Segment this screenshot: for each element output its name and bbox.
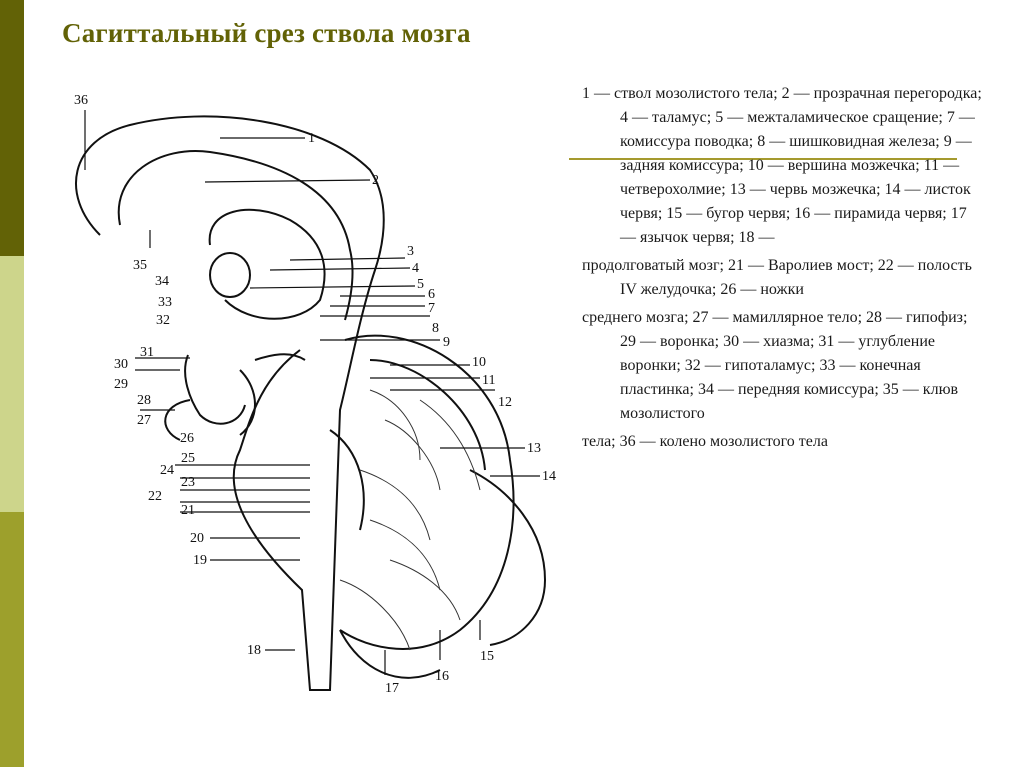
label-13: 13 <box>527 441 541 456</box>
label-19: 19 <box>193 553 207 568</box>
caption-paragraph: продолговатый мозг; 21 — Варолиев мост; 22 — полость IV желудочка; 26 — ножки <box>582 257 972 298</box>
label-12: 12 <box>498 395 512 410</box>
cerebellum-texture <box>340 390 480 650</box>
label-14: 14 <box>542 469 556 484</box>
label-29: 29 <box>114 377 128 392</box>
label-8: 8 <box>432 321 439 336</box>
label-7: 7 <box>428 301 435 316</box>
label-22: 22 <box>148 489 162 504</box>
label-20: 20 <box>190 531 204 546</box>
label-36: 36 <box>74 93 88 108</box>
label-23: 23 <box>181 475 195 490</box>
slide-title: Сагиттальный срез ствола мозга <box>62 18 471 48</box>
label-9: 9 <box>443 335 450 350</box>
label-28: 28 <box>137 393 151 408</box>
brainstem-sagittal-figure <box>40 70 570 760</box>
label-15: 15 <box>480 649 494 664</box>
label-30: 30 <box>114 357 128 372</box>
caption-paragraph: тела; 36 — колено мозолистого тела <box>582 433 828 450</box>
label-31: 31 <box>140 345 154 360</box>
label-27: 27 <box>137 413 151 428</box>
label-25: 25 <box>181 451 195 466</box>
label-18: 18 <box>247 643 261 658</box>
side-bar-mid <box>0 512 24 767</box>
label-leader-lines <box>85 110 540 675</box>
label-5: 5 <box>417 277 424 292</box>
figure-caption <box>582 82 982 458</box>
label-1: 1 <box>308 131 315 146</box>
label-11: 11 <box>482 373 496 388</box>
label-2: 2 <box>372 173 379 188</box>
label-3: 3 <box>407 244 414 259</box>
label-17: 17 <box>385 681 399 696</box>
side-bar-dark <box>0 0 24 256</box>
label-34: 34 <box>155 274 169 289</box>
caption-paragraph: среднего мозга; 27 — мамиллярное тело; 28 — гипофиз; 29 — воронка; 30 — хиазма; 31 — углубление воронки; 32 — гипоталамус; 33 — конечная пластинка; 34 — передняя комиссура; 35 — клюв мозолистого <box>582 309 968 422</box>
label-4: 4 <box>412 261 419 276</box>
label-32: 32 <box>156 313 170 328</box>
label-35: 35 <box>133 258 147 273</box>
side-bar-light <box>0 256 24 512</box>
caption-paragraph: 1 — ствол мозолистого тела; 2 — прозрачная перегородка; 4 — таламус; 5 — межталамическое сращение; 7 — комиссура поводка; 8 — шишковидная железа; 9 — задняя комиссура; 10 — вершина мозжечка; 11 — четверохолмие; 13 — червь мозжечка; 14 — листок червя; 15 — бугор червя; 16 — пирамида червя; 17 — язычок червя; 18 — <box>582 85 982 246</box>
label-6: 6 <box>428 287 435 302</box>
label-21: 21 <box>181 503 195 518</box>
label-16: 16 <box>435 669 449 684</box>
label-26: 26 <box>180 431 194 446</box>
label-33: 33 <box>158 295 172 310</box>
label-24: 24 <box>160 463 174 478</box>
label-10: 10 <box>472 355 486 370</box>
